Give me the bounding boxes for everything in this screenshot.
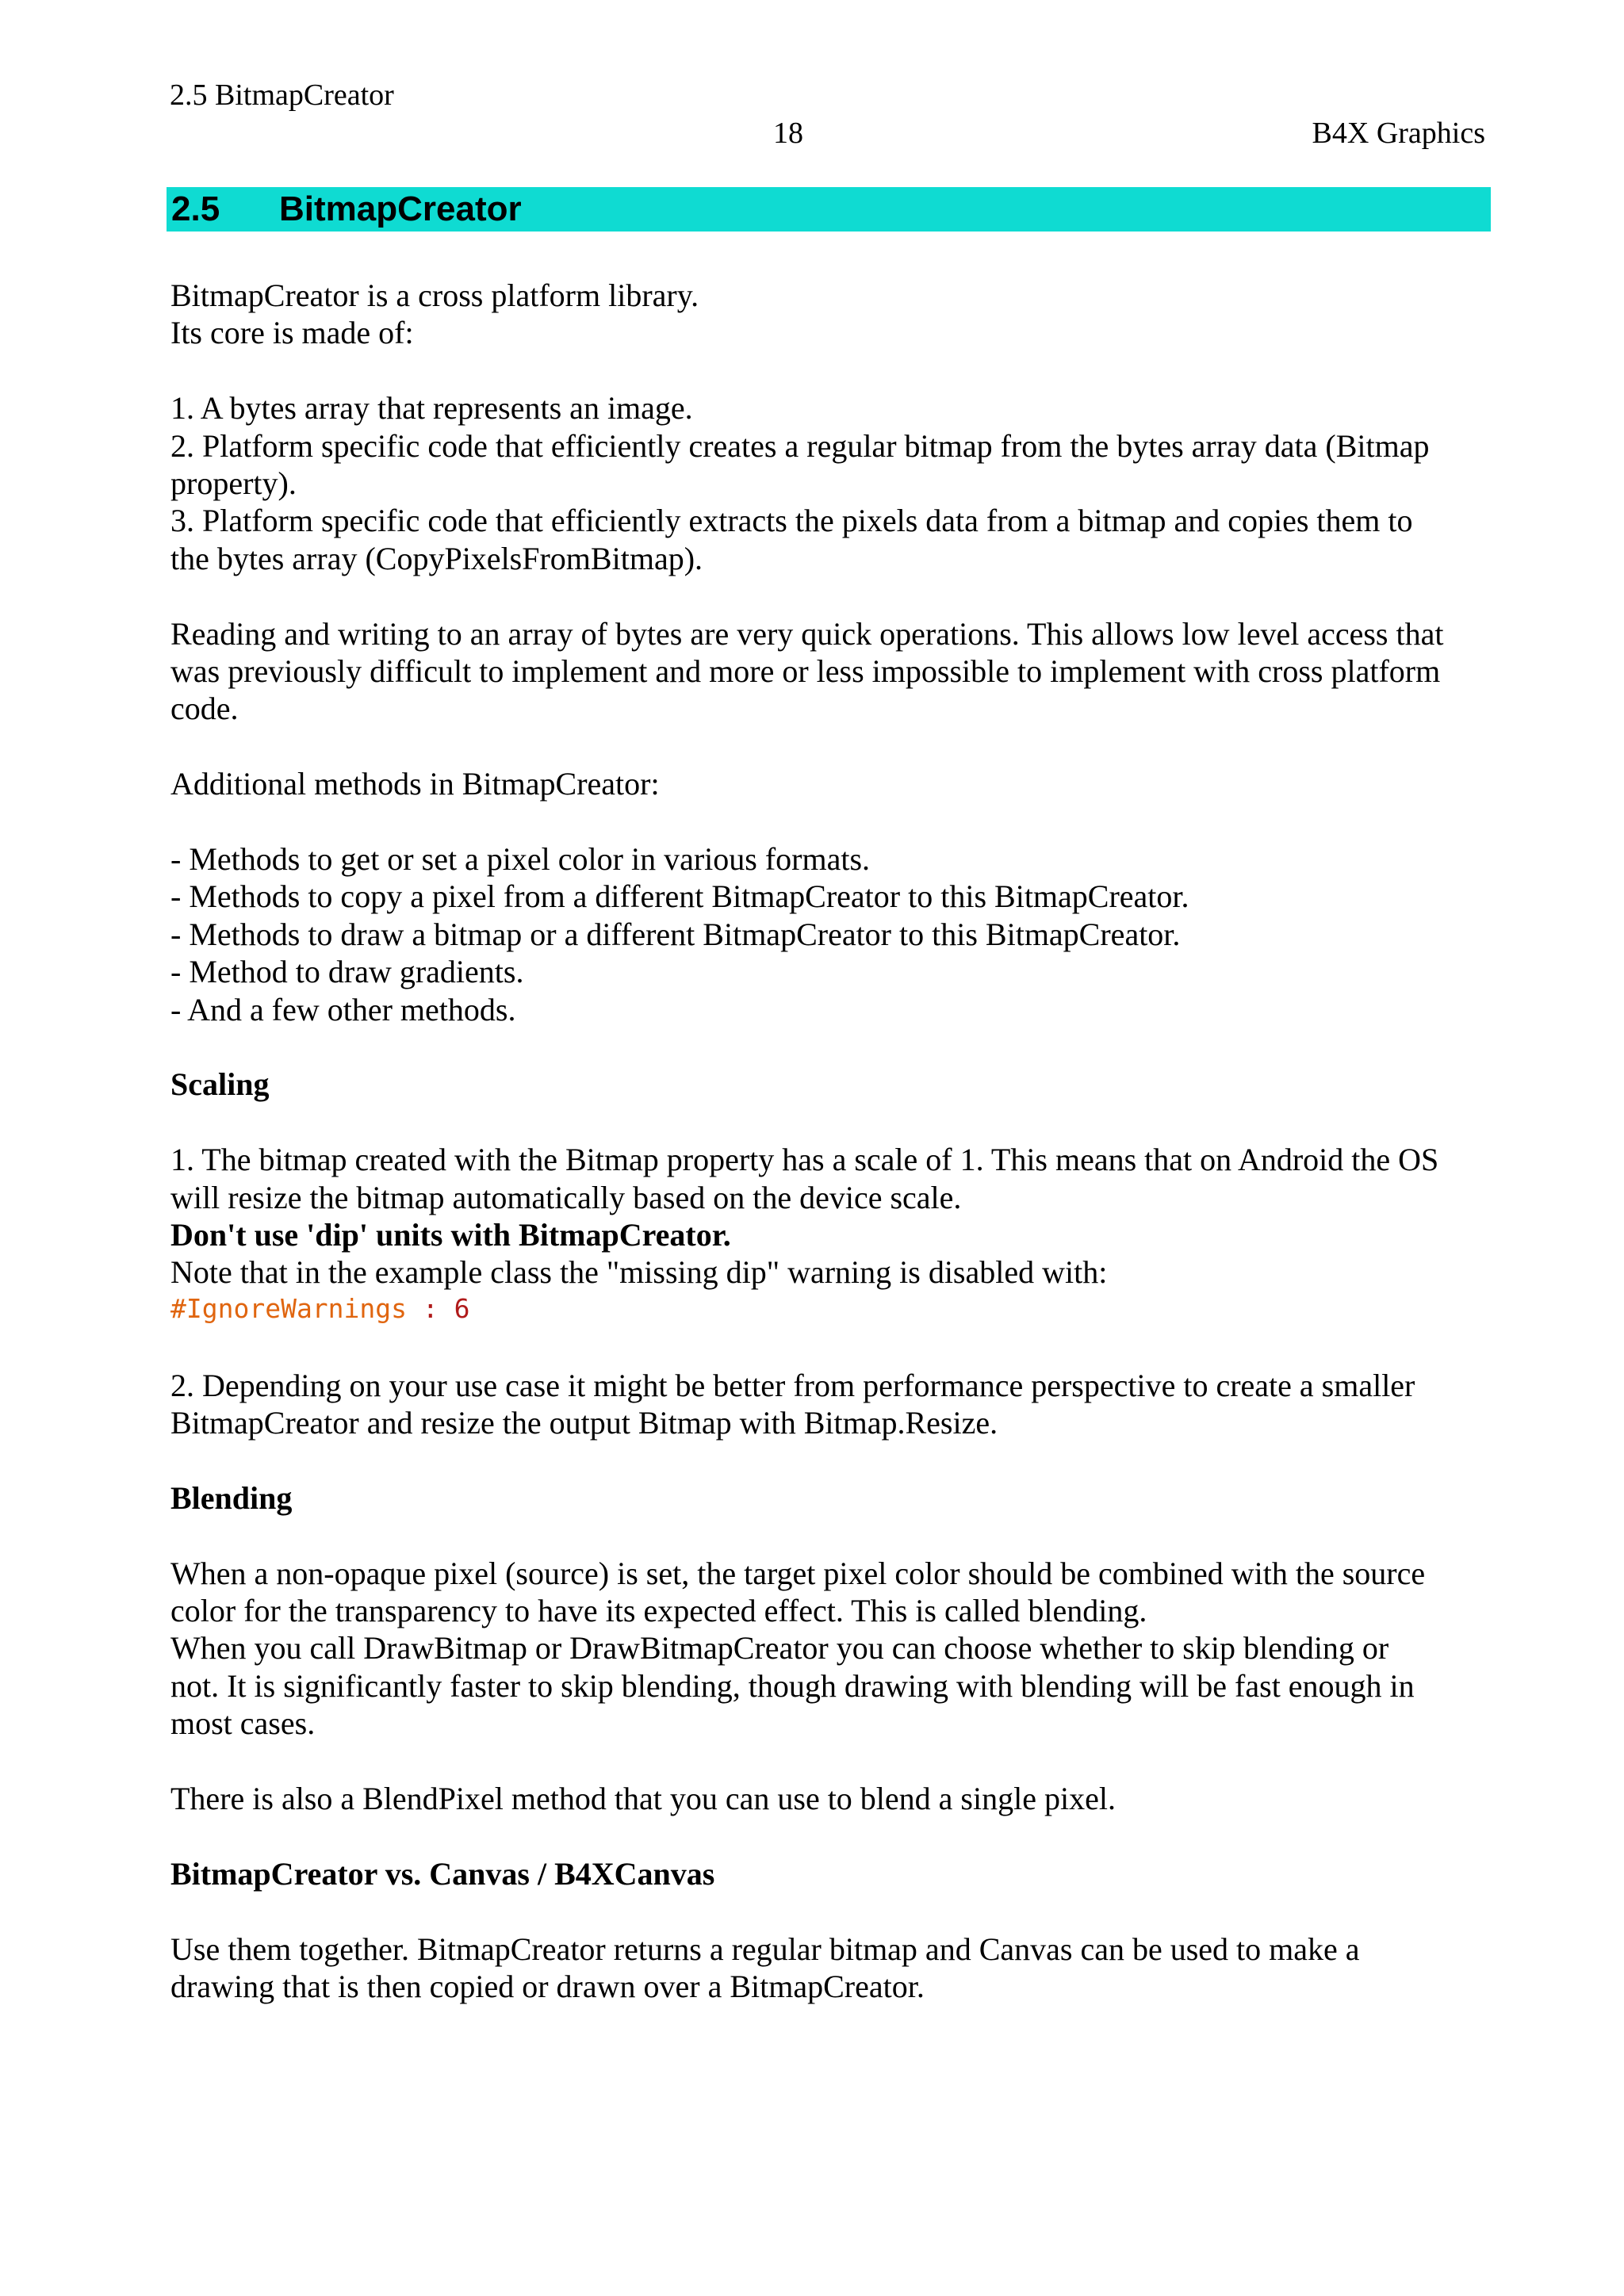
blank-line — [170, 577, 1491, 614]
section-heading-number: 2.5 — [171, 189, 220, 228]
code-snippet — [170, 1292, 1491, 1329]
section-heading-title: BitmapCreator — [279, 189, 522, 228]
section-heading — [167, 187, 1491, 232]
scaling-heading: Scaling — [170, 1066, 270, 1103]
core-item: 1. A bytes array that represents an image. — [170, 390, 693, 427]
intro-line: BitmapCreator is a cross platform library. — [170, 277, 699, 313]
blank-line — [170, 1517, 1491, 1554]
scaling-paragraph-line: 1. The bitmap created with the Bitmap property has a scale of 1. This means that on Android the OS — [170, 1142, 1439, 1178]
methods-intro: Additional methods in BitmapCreator: — [170, 766, 660, 802]
blending-paragraph-line: color for the transparency to have its expected effect. This is called blending. — [170, 1593, 1147, 1629]
core-item: the bytes array (CopyPixelsFromBitmap). — [170, 540, 703, 576]
blank-line — [170, 728, 1491, 765]
scaling-paragraph-line: will resize the bitmap automatically based on the device scale. — [170, 1179, 962, 1215]
reading-paragraph-line: code. — [170, 691, 239, 727]
core-item: 3. Platform specific code that efficiently extracts the pixels data from a bitmap and copies them to — [170, 503, 1413, 539]
blending-paragraph-line: most cases. — [170, 1705, 316, 1742]
comparison-paragraph-line: drawing that is then copied or drawn over a BitmapCreator. — [170, 1969, 925, 2005]
page-body — [170, 277, 1491, 2005]
code-value: : 6 — [422, 1292, 470, 1324]
scaling-paragraph-line: BitmapCreator and resize the output Bitmap with Bitmap.Resize. — [170, 1405, 998, 1441]
page-number: 18 — [773, 117, 803, 150]
scaling-paragraph-line: 2. Depending on your use case it might be better from performance perspective to create a smaller — [170, 1367, 1415, 1403]
code-keyword: #IgnoreWarnings — [170, 1292, 408, 1324]
blank-line — [170, 803, 1491, 840]
blending-paragraph-line: There is also a BlendPixel method that you can use to blend a single pixel. — [170, 1781, 1116, 1817]
comparison-paragraph-line: Use them together. BitmapCreator returns a regular bitmap and Canvas can be used to make a — [170, 1931, 1360, 1967]
core-item: property). — [170, 465, 297, 502]
dip-warning: Don't use 'dip' units with BitmapCreator. — [170, 1217, 731, 1253]
method-item: - And a few other methods. — [170, 991, 516, 1027]
blank-line — [170, 1329, 1491, 1366]
blank-line — [170, 1892, 1491, 1930]
blending-paragraph-line: When a non-opaque pixel (source) is set, the target pixel color should be combined with the source — [170, 1555, 1426, 1591]
method-item: - Methods to get or set a pixel color in various formats. — [170, 841, 871, 878]
reading-paragraph-line: was previously difficult to implement and more or less impossible to implement with cross platform — [170, 653, 1441, 690]
reading-paragraph-line: Reading and writing to an array of bytes are very quick operations. This allows low level access that — [170, 615, 1444, 652]
intro-line: Its core is made of: — [170, 315, 414, 351]
blank-line — [170, 1441, 1491, 1479]
blending-paragraph-line: When you call DrawBitmap or DrawBitmapCreator you can choose whether to skip blending or — [170, 1630, 1389, 1667]
running-header-section: 2.5 BitmapCreator — [170, 78, 394, 112]
scaling-note: Note that in the example class the "missing dip" warning is disabled with: — [170, 1254, 1108, 1291]
blank-line — [170, 1104, 1491, 1141]
core-item: 2. Platform specific code that efficiently creates a regular bitmap from the bytes array data (Bitmap — [170, 427, 1430, 464]
method-item: - Methods to draw a bitmap or a different BitmapCreator to this BitmapCreator. — [170, 916, 1181, 952]
blending-heading: Blending — [170, 1479, 293, 1516]
blending-paragraph-line: not. It is significantly faster to skip blending, though drawing with blending will be fast enough in — [170, 1667, 1415, 1704]
blank-line — [170, 1817, 1491, 1854]
method-item: - Methods to copy a pixel from a different BitmapCreator to this BitmapCreator. — [170, 878, 1189, 915]
comparison-heading: BitmapCreator vs. Canvas / B4XCanvas — [170, 1855, 715, 1892]
blank-line — [170, 1028, 1491, 1066]
method-item: - Method to draw gradients. — [170, 954, 524, 990]
running-header-book-title: B4X Graphics — [1312, 117, 1485, 150]
blank-line — [170, 352, 1491, 389]
blank-line — [170, 1743, 1491, 1780]
